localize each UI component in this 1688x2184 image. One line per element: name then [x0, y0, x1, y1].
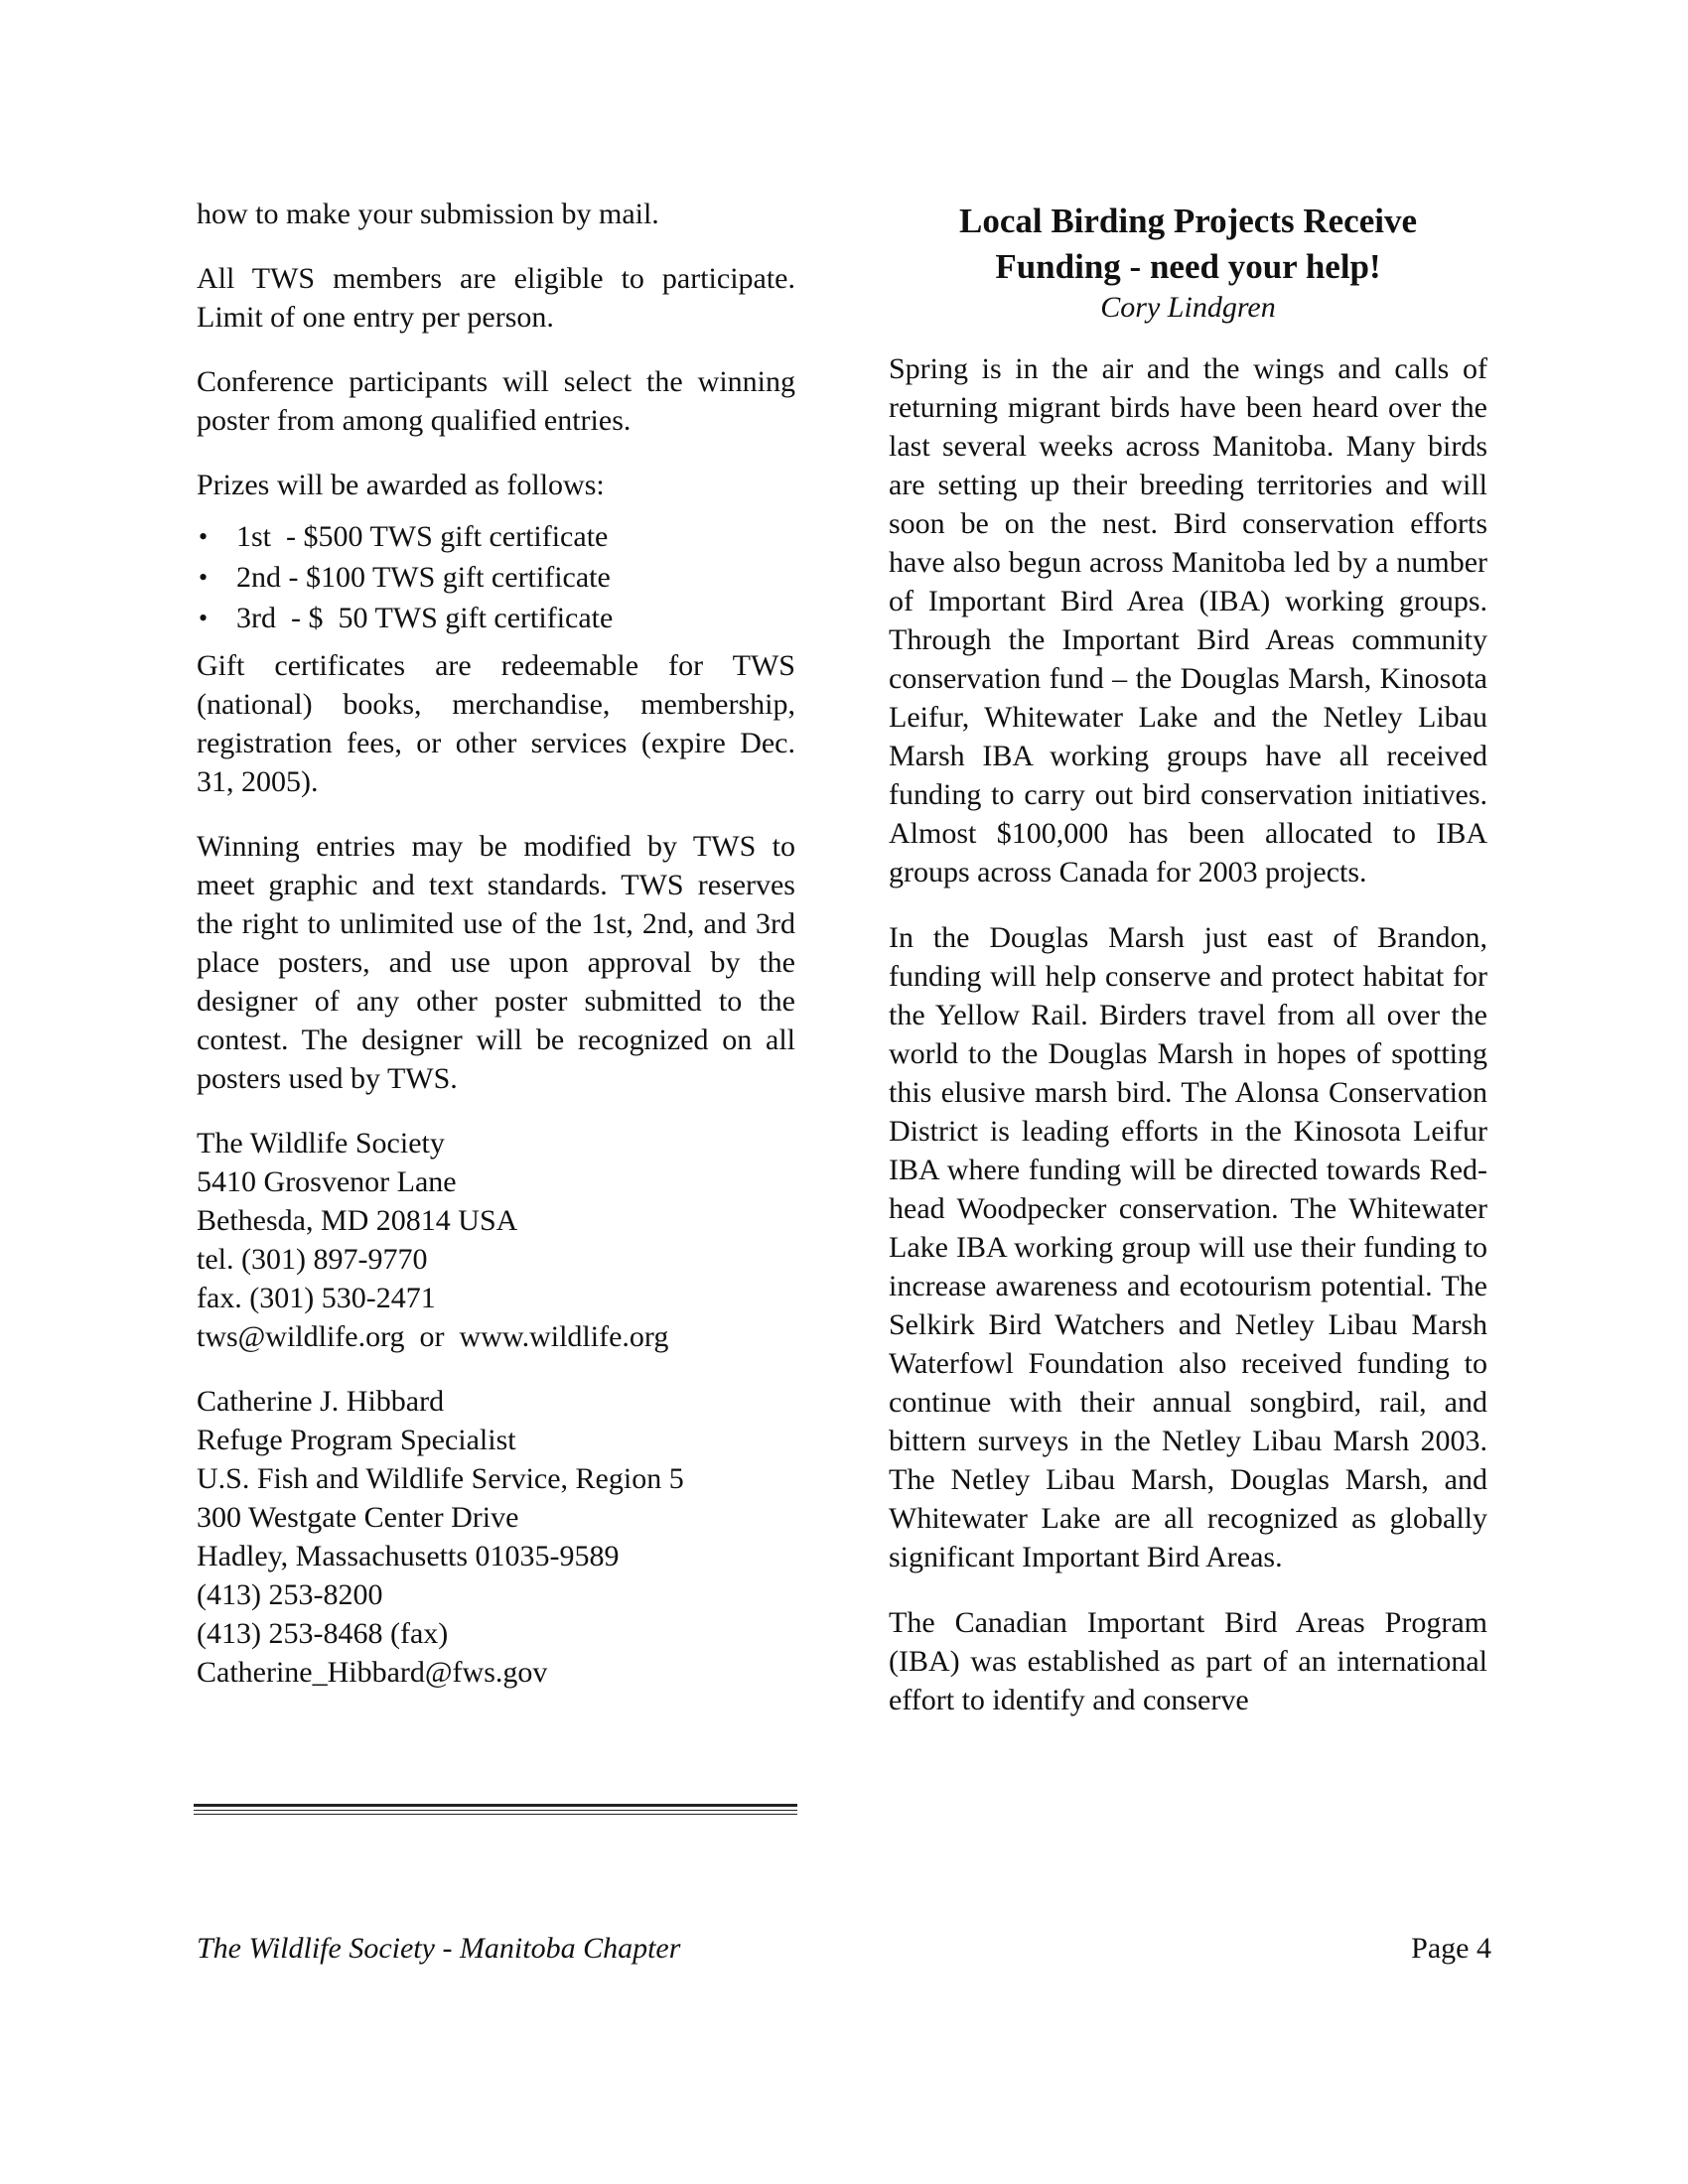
- tws-city: Bethesda, MD 20814 USA: [197, 1204, 518, 1237]
- selection-paragraph: Conference participants will select the winning poster from among qualified entries.: [197, 365, 795, 437]
- prizes-list: [197, 516, 795, 638]
- hibbard-street: 300 Westgate Center Drive: [197, 1501, 519, 1534]
- footer-publication: The Wildlife Society - Manitoba Chapter: [197, 1932, 681, 1965]
- prizes-intro: Prizes will be awarded as follows:: [197, 469, 605, 501]
- tws-web: tws@wildlife.org or www.wildlife.org: [197, 1320, 669, 1353]
- bullet-icon: •: [199, 563, 209, 592]
- article-headline: [889, 199, 1487, 290]
- list-item: [197, 598, 795, 638]
- hibbard-name: Catherine J. Hibbard: [197, 1385, 445, 1418]
- hibbard-phone: (413) 253-8200: [197, 1578, 383, 1611]
- left-column: [197, 195, 795, 1717]
- eligibility-paragraph: All TWS members are eligible to participate. Limit of one entry per person.: [197, 262, 795, 334]
- tws-street: 5410 Grosvenor Lane: [197, 1165, 457, 1198]
- article-paragraph-2: In the Douglas Marsh just east of Brandon, funding will help conserve and protect habitat for the Yellow Rail. Birders travel from all over the world to the Douglas Marsh in hopes of spotting this elusive marsh bird. The Alonsa Conservation District is leading efforts in the Kinosota Leifur IBA where funding will be directed towards Red-head Woodpecker conservation. The Whitewater Lake IBA working group will use their funding to increase awareness and ecotourism potential. The Selkirk Bird Watchers and Netley Libau Marsh Waterfowl Foundation also received funding to continue with their annual songbird, rail, and bittern surveys in the Netley Libau Marsh 2003. The Netley Libau Marsh, Douglas Marsh, and Whitewater Lake are all recognized as globally significant Important Bird Areas.: [889, 921, 1487, 1573]
- tws-contact-block: [197, 1124, 795, 1356]
- gift-certificates-paragraph: Gift certificates are redeemable for TWS (national) books, merchandise, membership, registration fees, or other services (expire Dec. 31, 2005).: [197, 649, 795, 798]
- prize-first: 1st - $500 TWS gift certificate: [236, 520, 609, 553]
- bullet-icon: •: [199, 604, 209, 632]
- hibbard-email: Catherine_Hibbard@fws.gov: [197, 1656, 548, 1689]
- list-item: [197, 516, 795, 557]
- article-paragraph-3: The Canadian Important Bird Areas Program (IBA) was established as part of an international effort to identify and conserve: [889, 1606, 1487, 1716]
- bullet-icon: •: [199, 522, 209, 551]
- hibbard-city: Hadley, Massachusetts 01035-9589: [197, 1540, 620, 1572]
- article-paragraph-1: Spring is in the air and the wings and calls of returning migrant birds have been heard over the last several weeks across Manitoba. Many birds are setting up their breeding territories and will soon be on the nest. Bird conservation efforts have also begun across Manitoba led by a number of Important Bird Area (IBA) working groups. Through the Important Bird Areas community conservation fund – the Douglas Marsh, Kinosota Leifur, Whitewater Lake and the Netley Libau Marsh IBA working groups have all received funding to carry out bird conservation initiatives. Almost $100,000 has been allocated to IBA groups across Canada for 2003 projects.: [889, 352, 1487, 888]
- tws-tel: tel. (301) 897-9770: [197, 1243, 428, 1276]
- prize-third: 3rd - $ 50 TWS gift certificate: [236, 602, 614, 634]
- tws-org: The Wildlife Society: [197, 1127, 445, 1160]
- section-divider: [194, 1804, 797, 1815]
- hibbard-contact-block: [197, 1382, 795, 1692]
- article-byline: Cory Lindgren: [1100, 291, 1276, 324]
- headline-line-2: Funding - need your help!: [995, 247, 1381, 286]
- headline-line-1: Local Birding Projects Receive: [958, 202, 1418, 240]
- footer-page-number: Page 4: [1411, 1932, 1491, 1965]
- tws-fax: fax. (301) 530-2471: [197, 1282, 436, 1314]
- hibbard-fax: (413) 253-8468 (fax): [197, 1617, 449, 1650]
- winning-entries-paragraph: Winning entries may be modified by TWS to meet graphic and text standards. TWS reserves the right to unlimited use of the 1st, 2nd, and 3rd place posters, and use upon approval by the designer of any other poster submitted to the contest. The designer will be recognized on all posters used by TWS.: [197, 830, 795, 1095]
- right-column: [889, 199, 1487, 1719]
- intro-line: how to make your submission by mail.: [197, 198, 659, 230]
- hibbard-title: Refuge Program Specialist: [197, 1424, 516, 1456]
- hibbard-agency: U.S. Fish and Wildlife Service, Region 5: [197, 1462, 684, 1495]
- list-item: [197, 557, 795, 598]
- prize-second: 2nd - $100 TWS gift certificate: [236, 561, 611, 594]
